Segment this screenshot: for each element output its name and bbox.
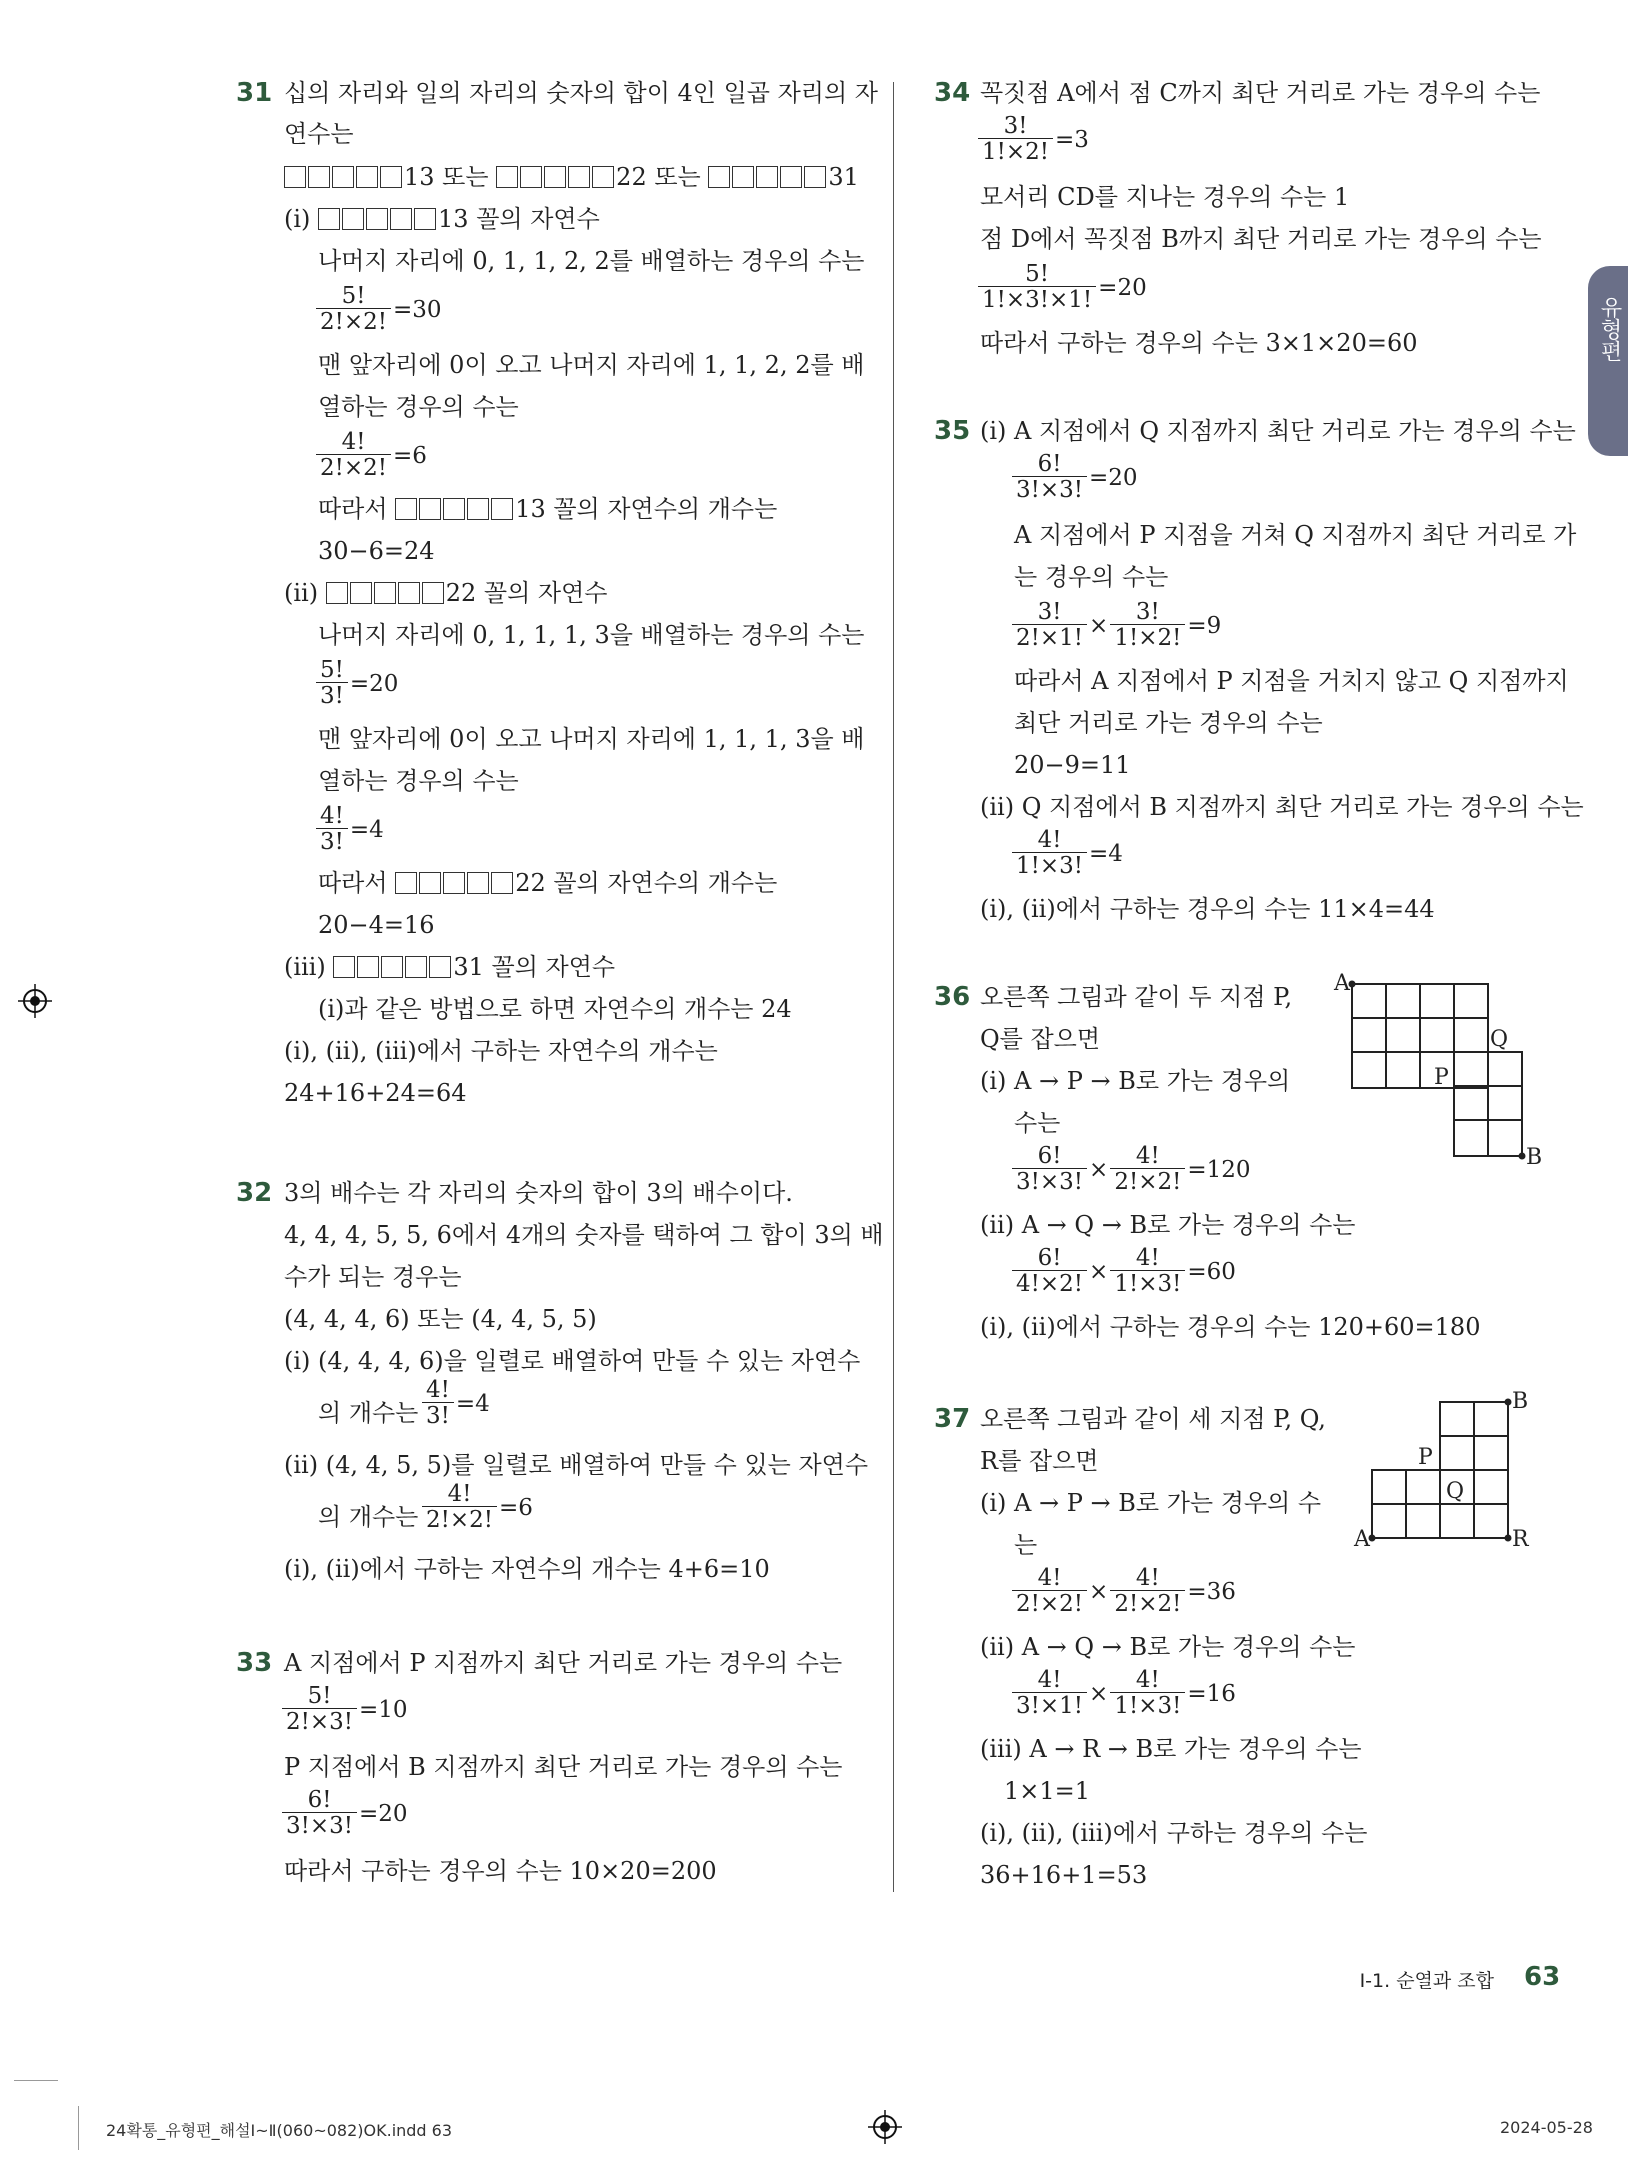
fraction: $\frac{3!}{1!\times 2!}$ =3 bbox=[976, 114, 1089, 165]
text-line: A 지점에서 P 지점까지 최단 거리로 가는 경우의 수는 bbox=[284, 1649, 843, 1677]
fraction: $\frac{5!}{2!\times 2!}$ =30 bbox=[314, 284, 442, 335]
text-line: 의 개수는 bbox=[318, 1503, 419, 1531]
text-line: (ⅰ), (ⅱ)에서 구하는 경우의 수는 11×4=44 bbox=[980, 895, 1435, 923]
text-line: (ⅰ), (ⅱ)에서 구하는 경우의 수는 120+60=180 bbox=[980, 1313, 1481, 1341]
text-line: 20−4=16 bbox=[318, 911, 435, 939]
text-line: R를 잡으면 bbox=[980, 1447, 1099, 1475]
text-line: 는 경우의 수는 bbox=[1014, 563, 1169, 591]
blank-boxes bbox=[708, 162, 828, 192]
case-heading: (ⅰ) 13 꼴의 자연수 bbox=[284, 205, 600, 233]
text-line: (ⅰ), (ⅱ)에서 구하는 자연수의 개수는 4+6=10 bbox=[284, 1555, 770, 1583]
fraction: $\frac{4!}{1!\times 3!}$ =4 bbox=[1010, 828, 1123, 879]
text-line: (ⅰ), (ⅱ), (ⅲ)에서 구하는 자연수의 개수는 bbox=[284, 1037, 718, 1065]
fraction-product: $\frac{6!}{3!\times 3!}$ × $\frac{4!}{2!\times 2!}$ =120 bbox=[1010, 1144, 1251, 1195]
text-line: 24+16+24=64 bbox=[284, 1079, 467, 1107]
problem-number: 34 bbox=[934, 78, 971, 108]
fraction: $\frac{5!}{2!\times 3!}$ =10 bbox=[280, 1684, 408, 1735]
text-line: 36+16+1=53 bbox=[980, 1861, 1148, 1889]
crop-mark bbox=[78, 2106, 79, 2150]
svg-text:A: A bbox=[1334, 971, 1350, 996]
text-line: 의 개수는 bbox=[318, 1399, 419, 1427]
text-line: 최단 거리로 가는 경우의 수는 bbox=[1014, 709, 1323, 737]
text-line: P 지점에서 B 지점까지 최단 거리로 가는 경우의 수는 bbox=[284, 1753, 843, 1781]
fraction-product: $\frac{6!}{4!\times 2!}$ × $\frac{4!}{1!\times 3!}$ =60 bbox=[1010, 1246, 1236, 1297]
text-line: (ⅱ) A → Q → B로 가는 경우의 수는 bbox=[980, 1633, 1356, 1661]
text-line: 열하는 경우의 수는 bbox=[318, 767, 519, 795]
fraction-product: $\frac{4!}{3!\times 1!}$ × $\frac{4!}{1!\times 3!}$ =16 bbox=[1010, 1668, 1236, 1719]
fraction-product: $\frac{4!}{2!\times 2!}$ × $\frac{4!}{2!\times 2!}$ =36 bbox=[1010, 1566, 1236, 1617]
text-line: 수는 bbox=[1014, 1109, 1061, 1137]
fraction: $\frac{4!}{3!}$ =4 bbox=[314, 804, 384, 855]
text-line: A 지점에서 P 지점을 거쳐 Q 지점까지 최단 거리로 가 bbox=[1014, 521, 1577, 549]
column-divider bbox=[893, 82, 894, 1892]
svg-text:Q: Q bbox=[1490, 1027, 1509, 1052]
blank-boxes bbox=[496, 162, 616, 192]
blank-boxes bbox=[284, 162, 404, 192]
text-line: 따라서 A 지점에서 P 지점을 거치지 않고 Q 지점까지 bbox=[1014, 667, 1569, 695]
text-line: 점 D에서 꼭짓점 B까지 최단 거리로 가는 경우의 수는 bbox=[980, 225, 1542, 253]
fraction: $\frac{4!}{2!\times 2!}$ =6 bbox=[420, 1482, 533, 1533]
text-line: 따라서 구하는 경우의 수는 10×20=200 bbox=[284, 1857, 717, 1885]
text-line: 맨 앞자리에 0이 오고 나머지 자리에 1, 1, 2, 2를 배 bbox=[318, 351, 865, 379]
crop-mark bbox=[14, 2080, 58, 2081]
text-line: (ⅰ) A 지점에서 Q 지점까지 최단 거리로 가는 경우의 수는 bbox=[980, 417, 1576, 445]
text-line: 꼭짓점 A에서 점 C까지 최단 거리로 가는 경우의 수는 bbox=[980, 79, 1541, 107]
text-line: 따라서 22 꼴의 자연수의 개수는 bbox=[318, 869, 778, 897]
case-heading: (ⅱ) 22 꼴의 자연수 bbox=[284, 579, 608, 607]
text-line: 모서리 CD를 지나는 경우의 수는 1 bbox=[980, 183, 1350, 211]
fraction: $\frac{6!}{3!\times 3!}$ =20 bbox=[280, 1788, 408, 1839]
fraction-product: $\frac{3!}{2!\times 1!}$ × $\frac{3!}{1!\times 2!}$ =9 bbox=[1010, 600, 1221, 651]
text-line: (ⅱ) A → Q → B로 가는 경우의 수는 bbox=[980, 1211, 1356, 1239]
text-line: 십의 자리와 일의 자리의 숫자의 합이 4인 일곱 자리의 자 bbox=[284, 79, 878, 107]
print-slug-date: 2024-05-28 bbox=[1500, 2118, 1593, 2137]
text-line: 연수는 bbox=[284, 120, 354, 148]
text-line: 1×1=1 bbox=[1004, 1777, 1091, 1805]
problem-number: 32 bbox=[236, 1178, 273, 1208]
svg-text:R: R bbox=[1512, 1527, 1529, 1552]
text-line: 오른쪽 그림과 같이 세 지점 P, Q, bbox=[980, 1405, 1326, 1433]
text-line: (ⅰ) A → P → B로 가는 경우의 수 bbox=[980, 1489, 1322, 1517]
text-line: 나머지 자리에 0, 1, 1, 2, 2를 배열하는 경우의 수는 bbox=[318, 247, 865, 275]
svg-text:Q: Q bbox=[1446, 1479, 1465, 1504]
svg-text:B: B bbox=[1512, 1389, 1529, 1414]
text-line: (ⅰ)과 같은 방법으로 하면 자연수의 개수는 24 bbox=[318, 995, 792, 1023]
svg-text:B: B bbox=[1526, 1145, 1543, 1170]
text-line: (4, 4, 4, 6) 또는 (4, 4, 5, 5) bbox=[284, 1305, 597, 1333]
grid-figure-37 bbox=[1356, 1386, 1536, 1556]
page-number: 63 bbox=[1524, 1962, 1561, 1992]
text-line: (ⅰ), (ⅱ), (ⅲ)에서 구하는 경우의 수는 bbox=[980, 1819, 1368, 1847]
text-line: 는 bbox=[1014, 1531, 1038, 1559]
problem-number: 36 bbox=[934, 982, 971, 1012]
text-line: 나머지 자리에 0, 1, 1, 1, 3을 배열하는 경우의 수는 bbox=[318, 621, 865, 649]
text-line: (ⅲ) A → R → B로 가는 경우의 수는 bbox=[980, 1735, 1362, 1763]
text-line: 20−9=11 bbox=[1014, 751, 1131, 779]
problem-number: 37 bbox=[934, 1404, 971, 1434]
text-line: (ⅰ) A → P → B로 가는 경우의 bbox=[980, 1067, 1291, 1095]
case-heading: (ⅲ) 31 꼴의 자연수 bbox=[284, 953, 616, 981]
text-line: 따라서 구하는 경우의 수는 3×1×20=60 bbox=[980, 329, 1418, 357]
svg-text:A: A bbox=[1354, 1527, 1370, 1552]
placeholder-pattern-line: 13 또는 22 또는 31 bbox=[284, 162, 859, 192]
fraction: $\frac{5!}{3!}$ =20 bbox=[314, 658, 398, 709]
fraction: $\frac{6!}{3!\times 3!}$ =20 bbox=[1010, 452, 1138, 503]
chapter-tab: 유형편 bbox=[1588, 266, 1628, 456]
fraction: $\frac{5!}{1!\times 3!\times 1!}$ =20 bbox=[976, 262, 1147, 313]
grid-figure-36 bbox=[1330, 968, 1543, 1170]
text-line: (ⅱ) Q 지점에서 B 지점까지 최단 거리로 가는 경우의 수는 bbox=[980, 793, 1584, 821]
text-line: 수가 되는 경우는 bbox=[284, 1263, 462, 1291]
problem-number: 31 bbox=[236, 78, 273, 108]
text-line: Q를 잡으면 bbox=[980, 1025, 1101, 1053]
text-line: (ⅰ) (4, 4, 4, 6)을 일렬로 배열하여 만들 수 있는 자연수 bbox=[284, 1347, 861, 1375]
problem-number: 33 bbox=[236, 1648, 273, 1678]
fraction: $\frac{4!}{3!}$ =4 bbox=[420, 1378, 490, 1429]
text-line: 열하는 경우의 수는 bbox=[318, 393, 519, 421]
text-line: 맨 앞자리에 0이 오고 나머지 자리에 1, 1, 1, 3을 배 bbox=[318, 725, 865, 753]
print-slug-file: 24확통_유형편_해설Ⅰ~Ⅱ(060~082)OK.indd 63 bbox=[106, 2121, 453, 2140]
svg-text:P: P bbox=[1418, 1445, 1433, 1470]
section-label: Ⅰ-1. 순열과 조합 bbox=[1359, 1970, 1494, 1992]
text-line: 4, 4, 4, 5, 5, 6에서 4개의 숫자를 택하여 그 합이 3의 배 bbox=[284, 1221, 884, 1249]
text-line: 따라서 13 꼴의 자연수의 개수는 bbox=[318, 495, 778, 523]
text-line: 3의 배수는 각 자리의 숫자의 합이 3의 배수이다. bbox=[284, 1179, 793, 1207]
registration-mark-icon bbox=[18, 984, 52, 1018]
text-line: 오른쪽 그림과 같이 두 지점 P, bbox=[980, 983, 1293, 1011]
text-line: 30−6=24 bbox=[318, 537, 435, 565]
registration-mark-icon bbox=[868, 2110, 902, 2144]
fraction: $\frac{4!}{2!\times 2!}$ =6 bbox=[314, 430, 427, 481]
text-line: (ⅱ) (4, 4, 5, 5)를 일렬로 배열하여 만들 수 있는 자연수 bbox=[284, 1451, 869, 1479]
svg-text:P: P bbox=[1434, 1065, 1449, 1090]
problem-number: 35 bbox=[934, 416, 971, 446]
